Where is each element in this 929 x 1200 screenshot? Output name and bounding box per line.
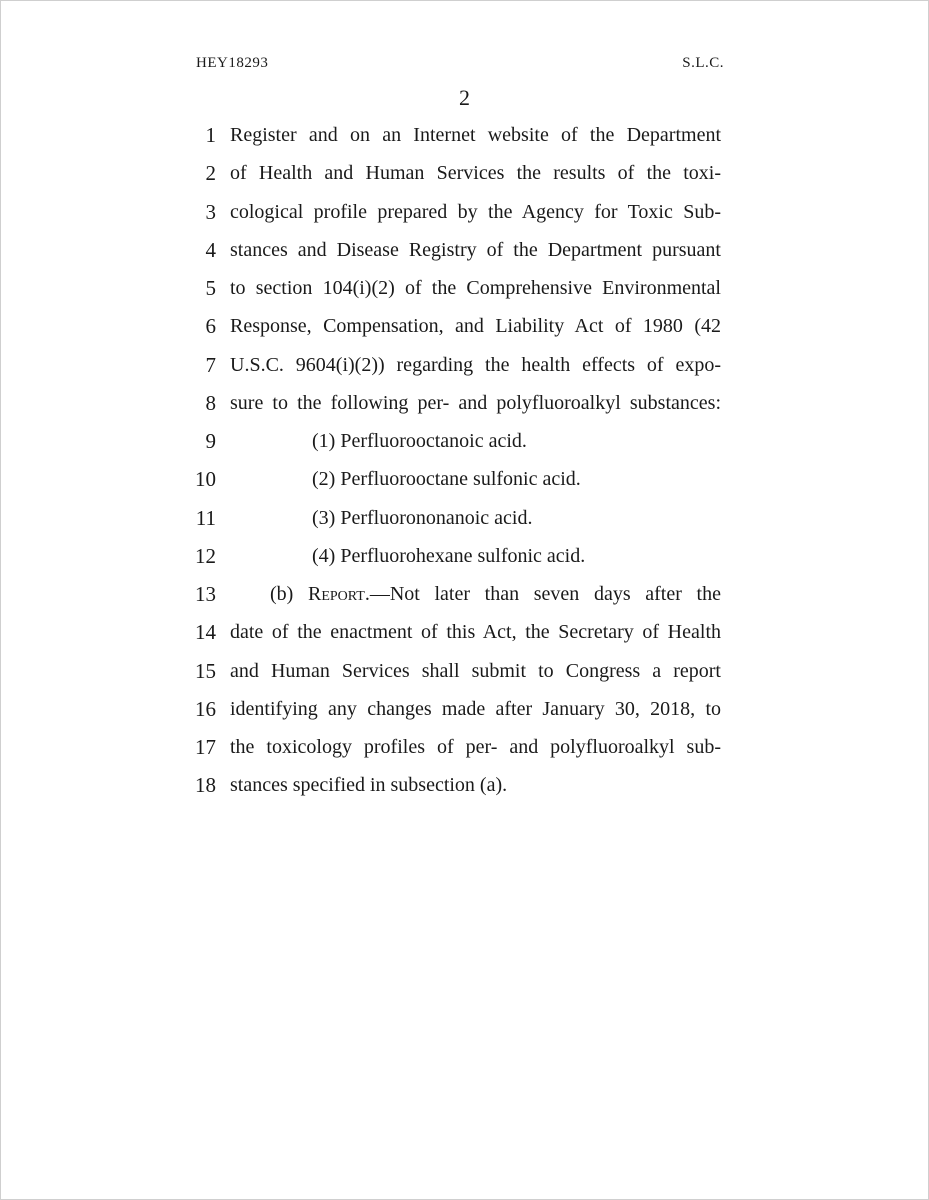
line-number: 9 (205, 429, 216, 453)
list-item-text: (4) Perfluorohexane sulfonic acid. (312, 544, 586, 567)
line-number: 12 (195, 543, 216, 568)
line-number: 2 (205, 161, 216, 186)
line-text: cological profile prepared by the Agency for Toxic Sub- (230, 200, 721, 223)
text-line (0, 269, 929, 307)
text-line (0, 690, 929, 728)
text-line (0, 766, 929, 804)
line-number: 6 (205, 314, 216, 339)
list-item-text: (2) Perfluorooctane sulfonic acid. (312, 468, 581, 491)
list-item (0, 422, 929, 460)
list-item-text: (3) Perfluorononanoic acid. (312, 506, 533, 529)
line-text: date of the enactment of this Act, the Secretary of Health (230, 621, 721, 644)
text-line (0, 116, 929, 154)
line-number: 14 (195, 620, 216, 645)
text-line (0, 193, 929, 231)
line-text: identifying any changes made after January 30, 2018, to (230, 697, 721, 720)
line-number: 4 (205, 237, 216, 262)
text-line (0, 613, 929, 651)
subsection-label: (b) (270, 583, 308, 605)
text-line (0, 728, 929, 766)
text-line (0, 154, 929, 192)
line-text: .—Not later than seven days after the (364, 583, 721, 605)
text-line (0, 346, 929, 384)
line-number: 3 (205, 199, 216, 224)
line-text: Response, Compensation, and Liability Act of 1980 (42 (230, 315, 721, 338)
text-line (0, 575, 929, 613)
line-text: U.S.C. 9604(i)(2)) regarding the health effects of expo- (230, 353, 721, 376)
line-number: 8 (205, 390, 216, 415)
line-text: the toxicology profiles of per- and polyfluoroalkyl sub- (230, 736, 721, 758)
subsection-heading: Report (307, 583, 365, 605)
list-item-text: (1) Perfluorooctanoic acid. (312, 430, 527, 452)
line-number: 11 (195, 505, 216, 530)
line-text: Register and on an Internet website of the Department (230, 124, 721, 146)
line-text: stances specified in subsection (a). (230, 774, 508, 797)
office-code: S.L.C. (682, 55, 724, 71)
list-item (0, 499, 929, 537)
line-number: 1 (205, 123, 216, 147)
line-number: 18 (195, 773, 216, 798)
list-item (0, 537, 929, 575)
text-line (0, 652, 929, 690)
list-item (0, 460, 929, 498)
line-number: 13 (195, 582, 216, 606)
text-line (0, 384, 929, 422)
document-id: HEY18293 (196, 55, 269, 71)
line-text: stances and Disease Registry of the Department pursuant (230, 238, 721, 261)
line-number: 5 (205, 276, 216, 300)
line-number: 10 (195, 467, 216, 492)
text-line (0, 307, 929, 345)
line-number: 16 (195, 696, 216, 721)
line-text: and Human Services shall submit to Congress a report (230, 659, 721, 682)
line-text: sure to the following per- and polyfluoroalkyl substances: (230, 391, 721, 414)
page-number: 2 (459, 85, 470, 110)
line-text: of Health and Human Services the results of the toxi- (230, 162, 721, 185)
line-text: to section 104(i)(2) of the Comprehensive Environmental (230, 277, 721, 299)
bill-text (0, 116, 929, 805)
text-line (0, 231, 929, 269)
line-number: 17 (195, 735, 216, 759)
line-number: 7 (205, 352, 216, 377)
section-b-heading-line (270, 575, 721, 613)
line-number: 15 (195, 658, 216, 683)
